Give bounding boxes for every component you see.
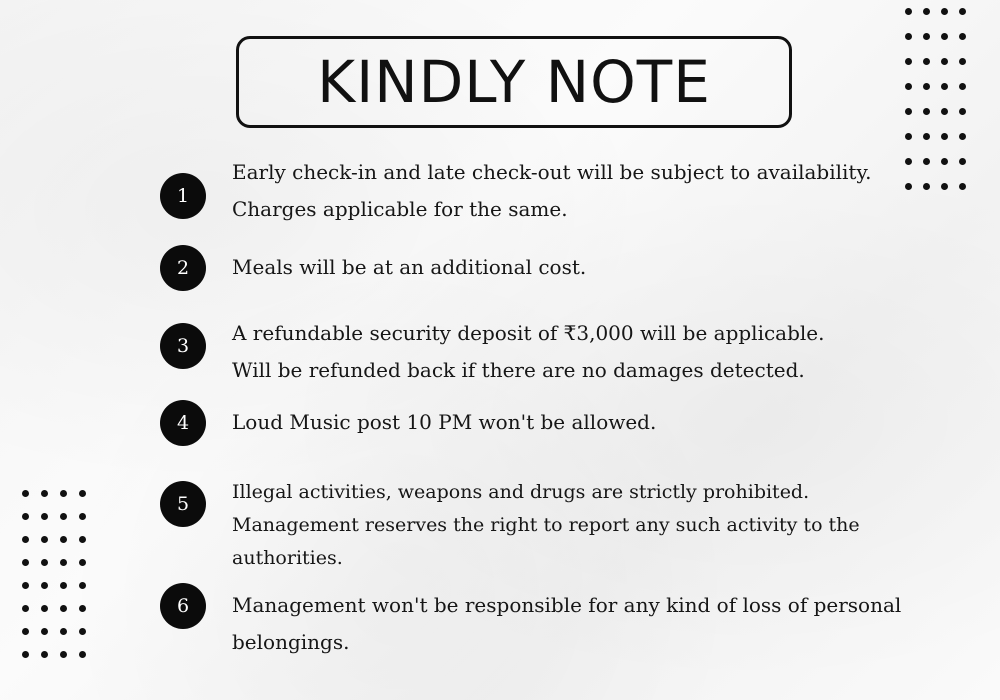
decorative-dot	[60, 513, 67, 520]
decorative-dot	[905, 83, 912, 90]
decorative-dot	[60, 490, 67, 497]
decorative-dot	[923, 133, 930, 140]
decorative-dot	[79, 605, 86, 612]
note-line: Management won't be responsible for any kind of loss of personal	[232, 593, 902, 617]
decorative-dot	[60, 582, 67, 589]
decorative-dot	[923, 108, 930, 115]
decorative-dot	[923, 83, 930, 90]
decorative-dot	[923, 8, 930, 15]
note-line: A refundable security deposit of ₹3,000 will be applicable.	[232, 321, 825, 345]
note-text	[232, 315, 872, 389]
decorative-dot	[79, 536, 86, 543]
decorative-dot	[41, 651, 48, 658]
decorative-dot	[79, 651, 86, 658]
decorative-dot	[959, 8, 966, 15]
decorative-dot	[905, 58, 912, 65]
decorative-dot	[79, 513, 86, 520]
number-badge: 4	[160, 400, 206, 446]
note-line: Charges applicable for the same.	[232, 197, 568, 221]
decorative-dot	[923, 33, 930, 40]
decorative-dots-bottom-left	[22, 490, 86, 658]
decorative-dot	[22, 605, 29, 612]
decorative-dot	[941, 58, 948, 65]
decorative-dot	[60, 559, 67, 566]
decorative-dot	[79, 582, 86, 589]
number-badge: 3	[160, 323, 206, 369]
decorative-dot	[941, 83, 948, 90]
decorative-dot	[959, 108, 966, 115]
decorative-dot	[941, 158, 948, 165]
decorative-dot	[941, 133, 948, 140]
decorative-dot	[22, 628, 29, 635]
decorative-dot	[959, 133, 966, 140]
decorative-dot	[60, 536, 67, 543]
decorative-dot	[22, 536, 29, 543]
decorative-dot	[41, 490, 48, 497]
note-line: Early check-in and late check-out will be subject to availability.	[232, 160, 872, 184]
decorative-dots-top-right	[905, 8, 966, 190]
decorative-dot	[60, 628, 67, 635]
decorative-dot	[79, 559, 86, 566]
decorative-dot	[923, 183, 930, 190]
decorative-dot	[22, 582, 29, 589]
decorative-dot	[923, 158, 930, 165]
decorative-dot	[905, 108, 912, 115]
decorative-dot	[941, 108, 948, 115]
decorative-dot	[959, 58, 966, 65]
decorative-dot	[905, 33, 912, 40]
decorative-dot	[905, 133, 912, 140]
note-line: belongings.	[232, 630, 350, 654]
note-text	[232, 154, 872, 228]
decorative-dot	[41, 628, 48, 635]
decorative-dot	[79, 490, 86, 497]
note-line: Illegal activities, weapons and drugs are strictly prohibited.	[232, 481, 810, 503]
note-text	[232, 404, 872, 441]
note-line: Loud Music post 10 PM won't be allowed.	[232, 410, 657, 434]
number-badge: 5	[160, 481, 206, 527]
decorative-dot	[905, 183, 912, 190]
note-text	[232, 476, 872, 575]
decorative-dot	[41, 605, 48, 612]
decorative-dot	[22, 651, 29, 658]
note-text	[232, 249, 872, 286]
decorative-dot	[60, 651, 67, 658]
number-badge: 1	[160, 173, 206, 219]
decorative-dot	[41, 582, 48, 589]
decorative-dot	[41, 513, 48, 520]
decorative-dot	[22, 490, 29, 497]
decorative-dot	[959, 33, 966, 40]
decorative-dot	[959, 183, 966, 190]
decorative-dot	[905, 158, 912, 165]
decorative-dot	[941, 8, 948, 15]
decorative-dot	[41, 536, 48, 543]
decorative-dot	[22, 559, 29, 566]
page-title: KINDLY NOTE	[317, 48, 711, 116]
decorative-dot	[60, 605, 67, 612]
decorative-dot	[941, 183, 948, 190]
decorative-dot	[923, 58, 930, 65]
decorative-dot	[959, 158, 966, 165]
decorative-dot	[941, 33, 948, 40]
note-line: authorities.	[232, 547, 343, 569]
number-badge: 6	[160, 583, 206, 629]
note-line: Management reserves the right to report any such activity to the	[232, 514, 860, 536]
number-badge: 2	[160, 245, 206, 291]
decorative-dot	[22, 513, 29, 520]
title-box	[236, 36, 792, 128]
decorative-dot	[41, 559, 48, 566]
note-text	[232, 587, 902, 661]
decorative-dot	[79, 628, 86, 635]
decorative-dot	[905, 8, 912, 15]
decorative-dot	[959, 83, 966, 90]
note-line: Meals will be at an additional cost.	[232, 255, 587, 279]
note-line: Will be refunded back if there are no damages detected.	[232, 358, 805, 382]
